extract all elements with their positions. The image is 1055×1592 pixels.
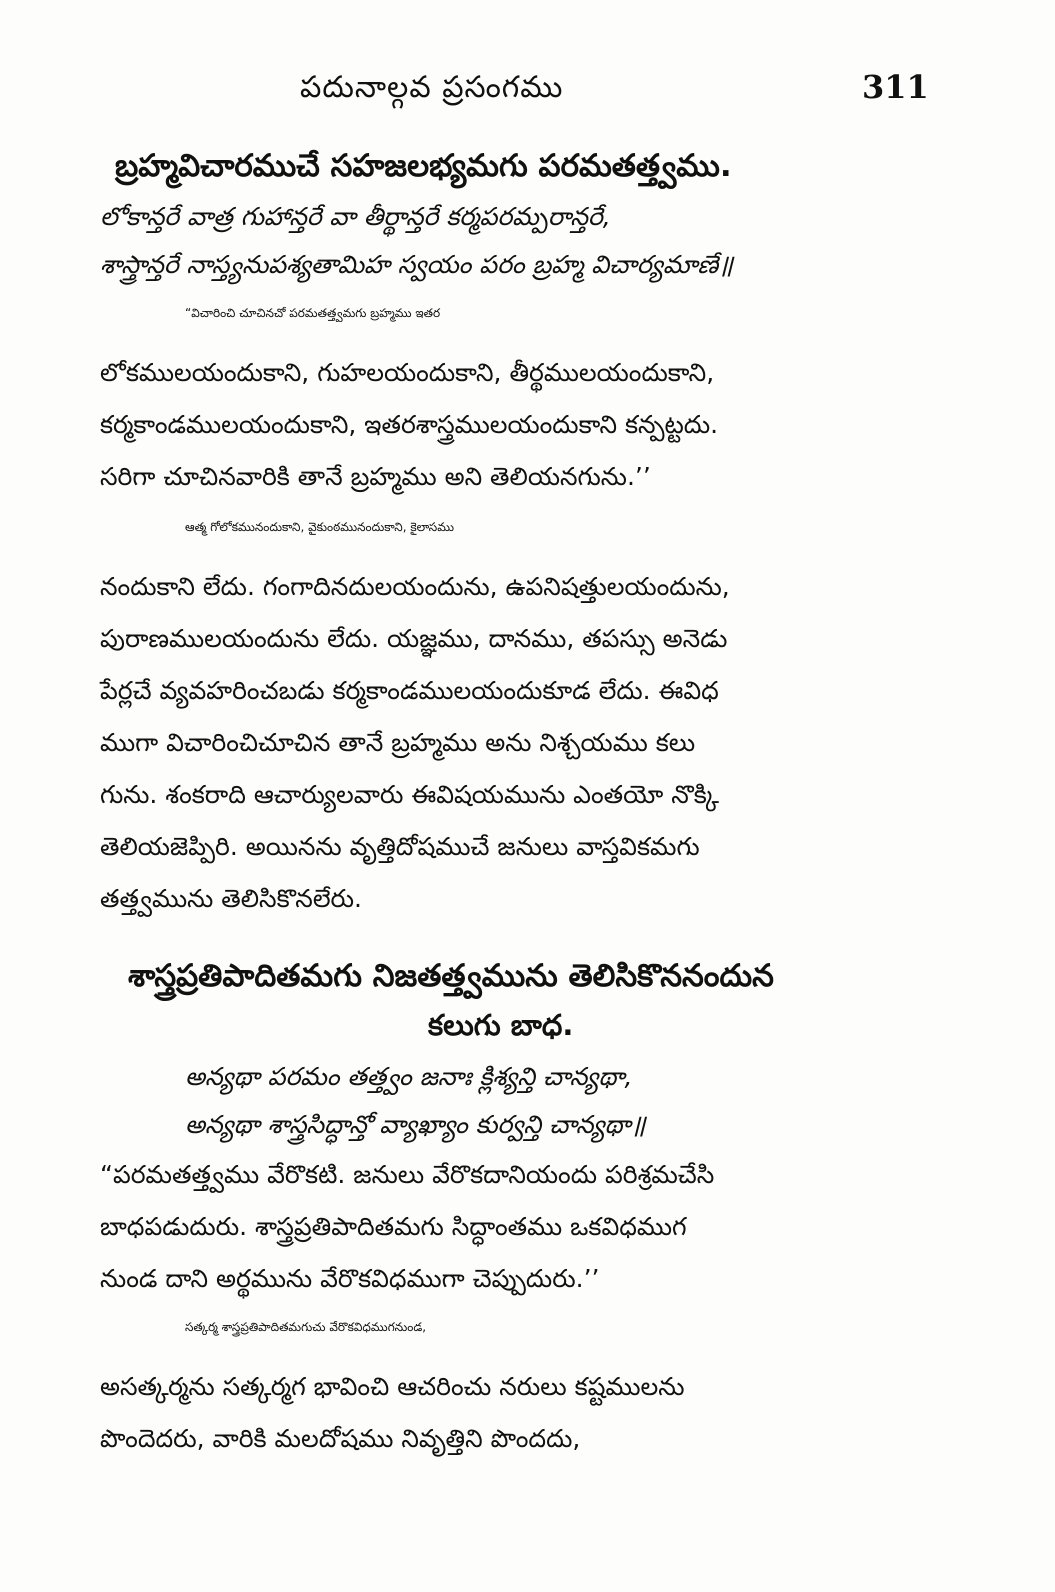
- text-line: ఆత్మ గోలోకమునందుకాని, వైకుంఠమునందుకాని, కైలాసము: [185, 520, 455, 534]
- text-line: తత్త్వమును తెలిసికొనలేరు.: [100, 884, 362, 913]
- section-heading-2: శాస్త్రప్రతిపాదితమగు నిజతత్త్వమును తెలిసికొననందున: [128, 958, 774, 994]
- verse-line: శాస్త్రాన్తరే నాస్త్యనుపశ్యతామిహ స్వయం పరం బ్రహ్మ విచార్యమాణే॥: [100, 250, 734, 279]
- text-line: అసత్కర్మను సత్కర్మగ భావించి ఆచరించు నరులు కష్టములను: [100, 1372, 685, 1401]
- text-line: లోకములయందుకాని, గుహలయందుకాని, తీర్థములయందుకాని,: [100, 358, 715, 387]
- text-line: నుండ దాని అర్థమును వేరొకవిధముగా చెప్పుదురు.’’: [100, 1264, 600, 1293]
- text-line: సత్కర్మ శాస్త్రప్రతిపాదితమగుచు వేరొకవిధముగనుండ,: [185, 1320, 427, 1334]
- text-line: పురాణములయందును లేదు. యజ్ఞము, దానము, తపస్సు అనెడు: [100, 624, 728, 653]
- running-title: పదునాల్గవ ప్రసంగము: [300, 70, 564, 105]
- text-line: కర్మకాండములయందుకాని, ఇతరశాస్త్రములయందుకాని కన్పట్టదు.: [100, 410, 719, 439]
- verse-line: అన్యథా శాస్త్రసిద్ధాన్తో వ్యాఖ్యాం కుర్వన్తి చాన్యథా॥: [185, 1110, 646, 1139]
- text-line: ముగా విచారించిచూచిన తానే బ్రహ్మము అను నిశ్చయము కలు: [100, 728, 696, 757]
- text-line: బాధపడుదురు. శాస్త్రప్రతిపాదితమగు సిద్ధాంతము ఒకవిధముగ: [100, 1212, 687, 1241]
- text-line: “విచారించి చూచినచో పరమతత్త్వమగు బ్రహ్మము ఇతర: [185, 306, 441, 320]
- text-line: గును. శంకరాది ఆచార్యులవారు ఈవిషయమును ఎంతయో నొక్కి: [100, 780, 719, 809]
- text-line: సరిగా చూచినవారికి తానే బ్రహ్మము అని తెలియనగును.’’: [100, 462, 651, 491]
- text-line: పొందెదరు, వారికి మలదోషము నివృత్తిని పొందదు,: [100, 1424, 581, 1453]
- text-line: నందుకాని లేదు. గంగాదినదులయందును, ఉపనిషత్తులయందును,: [100, 572, 730, 601]
- verse-line: లోకాన్తరే వాత్ర గుహాన్తరే వా తీర్థాన్తరే కర్మపరమ్పరాన్తరే,: [100, 202, 611, 231]
- text-line: పేర్లచే వ్యవహరించబడు కర్మకాండములయందుకూడ లేదు. ఈవిధ: [100, 676, 719, 705]
- section-heading-1: బ్రహ్మవిచారముచే సహజలభ్యమగు పరమతత్త్వము.: [115, 148, 732, 184]
- text-line: “పరమతత్త్వము వేరొకటి. జనులు వేరొకదానియందు పరిశ్రమచేసి: [100, 1160, 715, 1189]
- verse-line: అన్యథా పరమం తత్త్వం జనాః క్లిశ్యన్తి చాన్యథా,: [185, 1062, 633, 1091]
- running-head: [0, 70, 1055, 110]
- page-number: 311: [862, 68, 929, 106]
- section-heading-2-cont: కలుగు బాధ.: [428, 1008, 574, 1042]
- text-line: తెలియజెప్పిరి. అయినను వృత్తిదోషముచే జనులు వాస్తవికమగు: [100, 832, 700, 861]
